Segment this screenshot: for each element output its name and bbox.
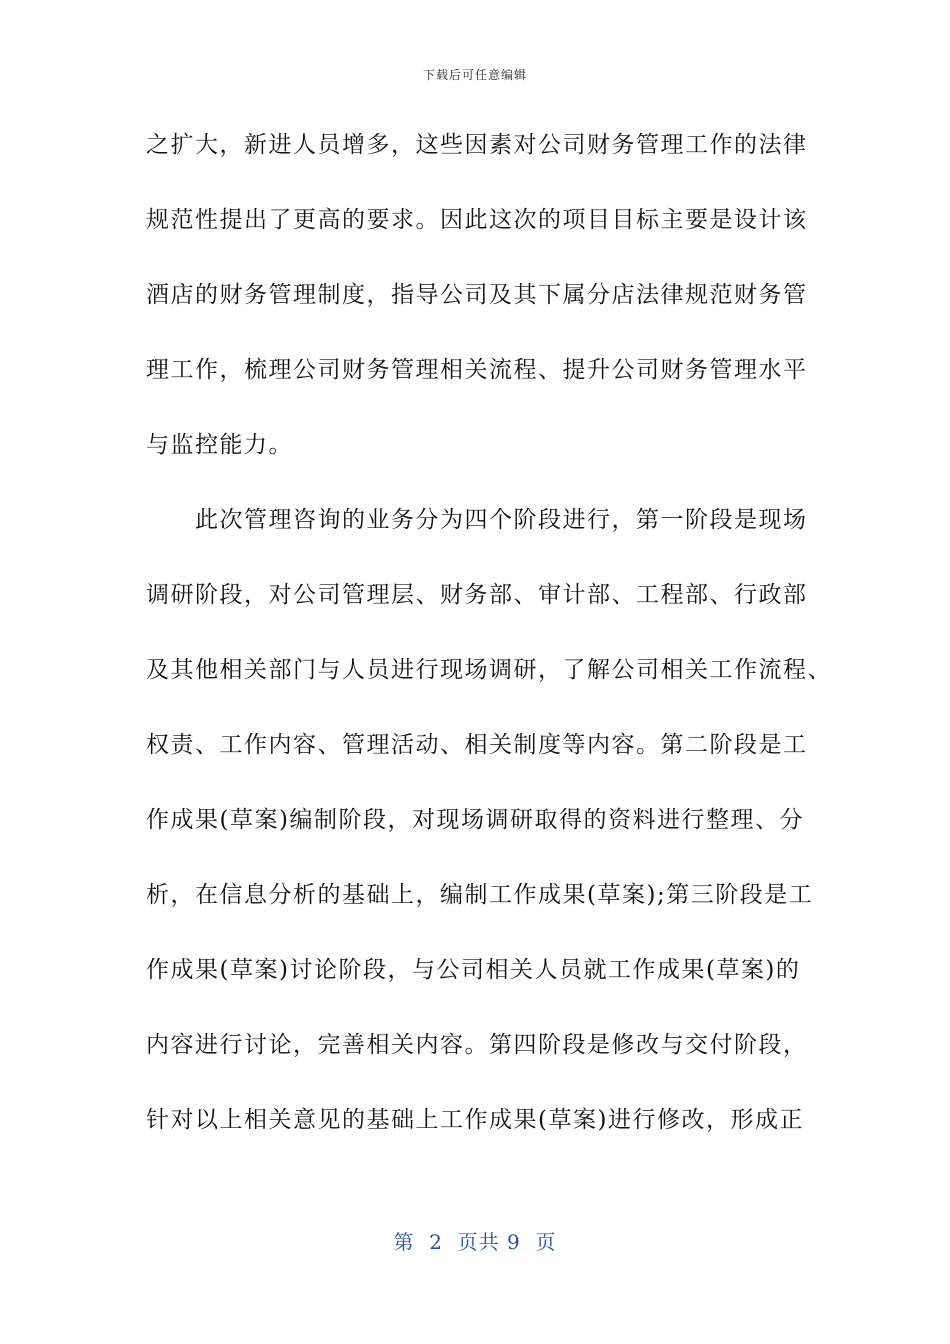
body-line: 与监控能力。 bbox=[146, 432, 293, 458]
body-line: 作成果(草案)编制阶段，对现场调研取得的资料进行整理、分 bbox=[146, 807, 804, 833]
page-number-footer: 第 2 页共 9 页 bbox=[393, 1230, 557, 1254]
body-line: 作成果(草案)讨论阶段，与公司相关人员就工作成果(草案)的 bbox=[146, 957, 801, 983]
body-line: 调研阶段，对公司管理层、财务部、审计部、工程部、行政部 bbox=[146, 582, 808, 608]
body-line: 此次管理咨询的业务分为四个阶段进行，第一阶段是现场 bbox=[146, 507, 808, 533]
body-line: 析，在信息分析的基础上，编制工作成果(草案);第三阶段是工 bbox=[146, 882, 814, 908]
body-line: 权责、工作内容、管理活动、相关制度等内容。第二阶段是工 bbox=[146, 732, 808, 758]
body-line: 针对以上相关意见的基础上工作成果(草案)进行修改，形成正 bbox=[146, 1107, 804, 1133]
body-line: 内容进行讨论，完善相关内容。第四阶段是修改与交付阶段， bbox=[146, 1032, 808, 1058]
body-line: 理工作，梳理公司财务管理相关流程、提升公司财务管理水平 bbox=[146, 357, 808, 383]
body-line: 酒店的财务管理制度，指导公司及其下属分店法律规范财务管 bbox=[146, 282, 808, 308]
body-line: 之扩大，新进人员增多，这些因素对公司财务管理工作的法律 bbox=[146, 132, 808, 158]
header-note: 下载后可任意编辑 bbox=[422, 68, 527, 82]
body-line: 规范性提出了更高的要求。因此这次的项目目标主要是设计该 bbox=[146, 207, 808, 233]
body-line: 及其他相关部门与人员进行现场调研，了解公司相关工作流程、 bbox=[146, 657, 832, 683]
